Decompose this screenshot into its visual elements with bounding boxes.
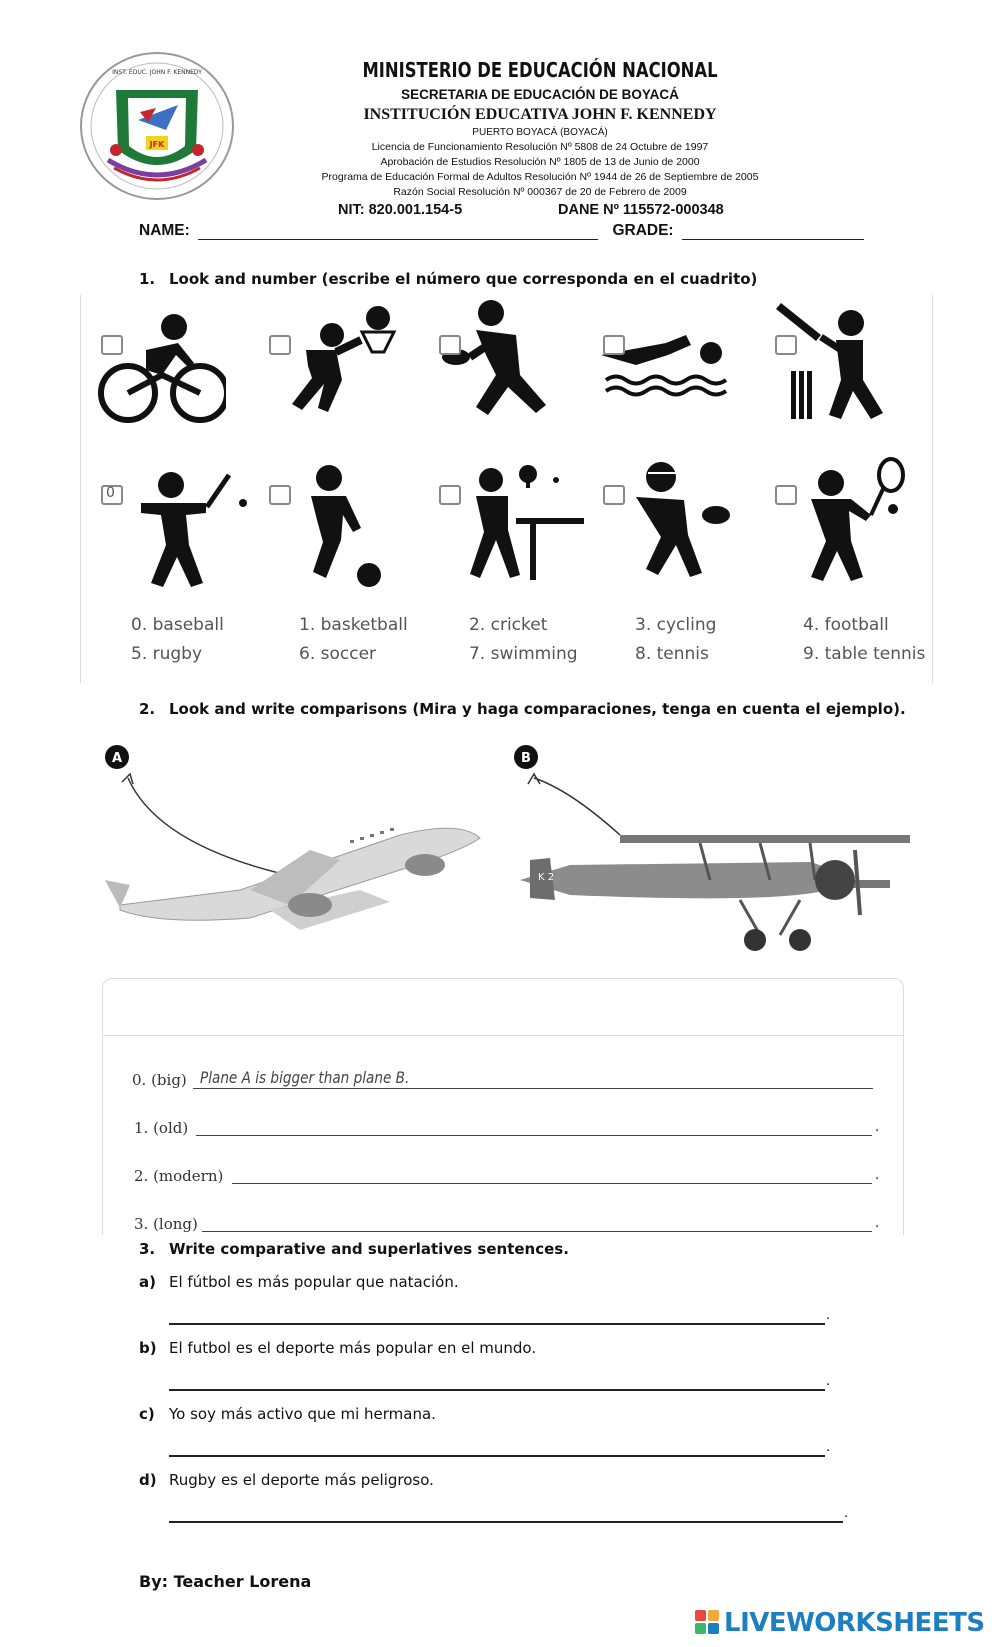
football-icon — [606, 455, 746, 585]
sentence-c-letter: c) — [139, 1405, 155, 1423]
option-table-tennis: 9. table tennis — [803, 644, 926, 664]
option-football: 4. football — [803, 615, 889, 635]
q3-title: Write comparative and superlatives sentences. — [169, 1240, 569, 1258]
plane-a-image — [100, 740, 490, 950]
option-cricket: 2. cricket — [469, 615, 548, 635]
cmp-line-long[interactable] — [202, 1231, 872, 1232]
sentence-a-letter: a) — [139, 1273, 156, 1291]
sentence-d-text: Rugby es el deporte más peligroso. — [169, 1471, 434, 1489]
option-soccer: 6. soccer — [299, 644, 377, 664]
sentence-b-text: El futbol es el deporte más popular en el mundo. — [169, 1339, 537, 1357]
plane-a-label: A — [111, 751, 123, 766]
cmp-label-big: 0. (big) — [132, 1071, 187, 1089]
sentence-c-text: Yo soy más activo que mi hermana. — [169, 1405, 436, 1423]
rugby-icon — [436, 295, 576, 425]
cricket-icon — [771, 295, 911, 425]
option-cycling: 3. cycling — [635, 615, 717, 635]
liveworksheets-brand[interactable]: LIVEWORKSHEETS — [724, 1608, 985, 1638]
sentence-b-answer-line[interactable] — [169, 1389, 825, 1391]
option-swimming: 7. swimming — [469, 644, 578, 664]
cmp-answer-big: Plane A is bigger than plane B. — [200, 1068, 410, 1087]
checkbox-cricket[interactable] — [775, 335, 797, 355]
sentence-a-period: . — [826, 1306, 831, 1323]
checkbox-baseball[interactable] — [101, 485, 123, 505]
q3-number: 3. — [139, 1240, 156, 1258]
cycling-icon — [96, 305, 226, 425]
header-approval: Aprobación de Estudios Resolución Nº 1805 de 13 de Junio de 2000 — [380, 156, 700, 168]
cmp-label-modern: 2. (modern) — [134, 1167, 224, 1185]
option-baseball: 0. baseball — [131, 615, 224, 635]
cmp-line-modern[interactable] — [232, 1183, 872, 1184]
cmp-line-big[interactable] — [193, 1088, 873, 1089]
checkbox-swimming[interactable] — [603, 335, 625, 355]
header-dane: DANE Nº 115572-000348 — [558, 202, 724, 218]
grade-field[interactable] — [682, 225, 864, 240]
cmp-period-modern: . — [875, 1166, 880, 1183]
q1-number: 1. — [139, 270, 156, 288]
sentence-c-answer-line[interactable] — [169, 1455, 825, 1457]
sentence-b-letter: b) — [139, 1339, 157, 1357]
liveworksheets-logo-icon — [695, 1610, 721, 1636]
sentence-c-period: . — [826, 1438, 831, 1455]
tennis-icon — [771, 455, 911, 585]
logo-text: INST. EDUC. JOHN F. KENNEDY — [112, 69, 202, 76]
header-secretaria: SECRETARIA DE EDUCACIÓN DE BOYACÁ — [401, 87, 679, 102]
logo-initials: JFK — [149, 140, 165, 149]
checkbox-cycling[interactable] — [101, 335, 123, 355]
checkbox-soccer[interactable] — [269, 485, 291, 505]
plane-b-code: K 2 — [538, 872, 555, 883]
name-label: NAME: — [139, 222, 190, 239]
sentence-a-text: El fútbol es más popular que natación. — [169, 1273, 459, 1291]
checkbox-football[interactable] — [603, 485, 625, 505]
plane-b-label: B — [521, 751, 531, 766]
example-answer: 0 — [106, 485, 115, 501]
option-basketball: 1. basketball — [299, 615, 408, 635]
sentence-d-period: . — [844, 1504, 849, 1521]
comparisons-panel — [102, 978, 904, 1235]
cmp-label-long: 3. (long) — [134, 1215, 198, 1233]
q2-title: Look and write comparisons (Mira y haga comparaciones, tenga en cuenta el ejemplo). — [169, 700, 906, 718]
comparisons-panel-divider — [102, 1035, 903, 1036]
plane-b-image — [510, 740, 910, 960]
checkbox-basketball[interactable] — [269, 335, 291, 355]
sentence-d-answer-line[interactable] — [169, 1521, 843, 1523]
sports-panel — [80, 295, 933, 683]
baseball-icon — [111, 465, 251, 590]
header-license: Licencia de Funcionamiento Resolución Nº 5808 de 24 Octubre de 1997 — [371, 141, 709, 153]
sentence-b-period: . — [826, 1372, 831, 1389]
cmp-period-long: . — [875, 1214, 880, 1231]
option-tennis: 8. tennis — [635, 644, 709, 664]
cmp-label-old: 1. (old) — [134, 1119, 189, 1137]
grade-label: GRADE: — [612, 222, 674, 239]
basketball-icon — [266, 300, 406, 425]
q2-number: 2. — [139, 700, 156, 718]
soccer-icon — [281, 460, 401, 590]
name-field[interactable] — [198, 225, 598, 240]
header-razon-social: Razón Social Resolución Nº 000367 de 20 de Febrero de 2009 — [393, 186, 687, 198]
cmp-line-old[interactable] — [196, 1135, 872, 1136]
header-program: Programa de Educación Formal de Adultos Resolución Nº 1944 de 26 de Septiembre de 2005 — [321, 171, 759, 183]
table-tennis-icon — [446, 460, 586, 585]
sentence-a-answer-line[interactable] — [169, 1323, 825, 1325]
option-rugby: 5. rugby — [131, 644, 203, 664]
checkbox-rugby[interactable] — [439, 335, 461, 355]
name-grade-row — [139, 222, 864, 240]
sentence-d-letter: d) — [139, 1471, 157, 1489]
header-nit: NIT: 820.001.154-5 — [338, 202, 463, 218]
header-location: PUERTO BOYACÁ (BOYACÁ) — [472, 127, 608, 138]
header-ministry: MINISTERIO DE EDUCACIÓN NACIONAL — [362, 58, 718, 82]
cmp-period-old: . — [875, 1118, 880, 1135]
checkbox-tennis[interactable] — [775, 485, 797, 505]
header-institution: INSTITUCIÓN EDUCATIVA JOHN F. KENNEDY — [363, 106, 717, 123]
checkbox-table-tennis[interactable] — [439, 485, 461, 505]
school-logo — [78, 50, 236, 202]
image-watermark: Alan Jeffery/ Shutterstock.com — [580, 903, 702, 912]
q1-title: Look and number (escribe el número que corresponda en el cuadrito) — [169, 270, 758, 288]
byline: By: Teacher Lorena — [139, 1572, 312, 1591]
